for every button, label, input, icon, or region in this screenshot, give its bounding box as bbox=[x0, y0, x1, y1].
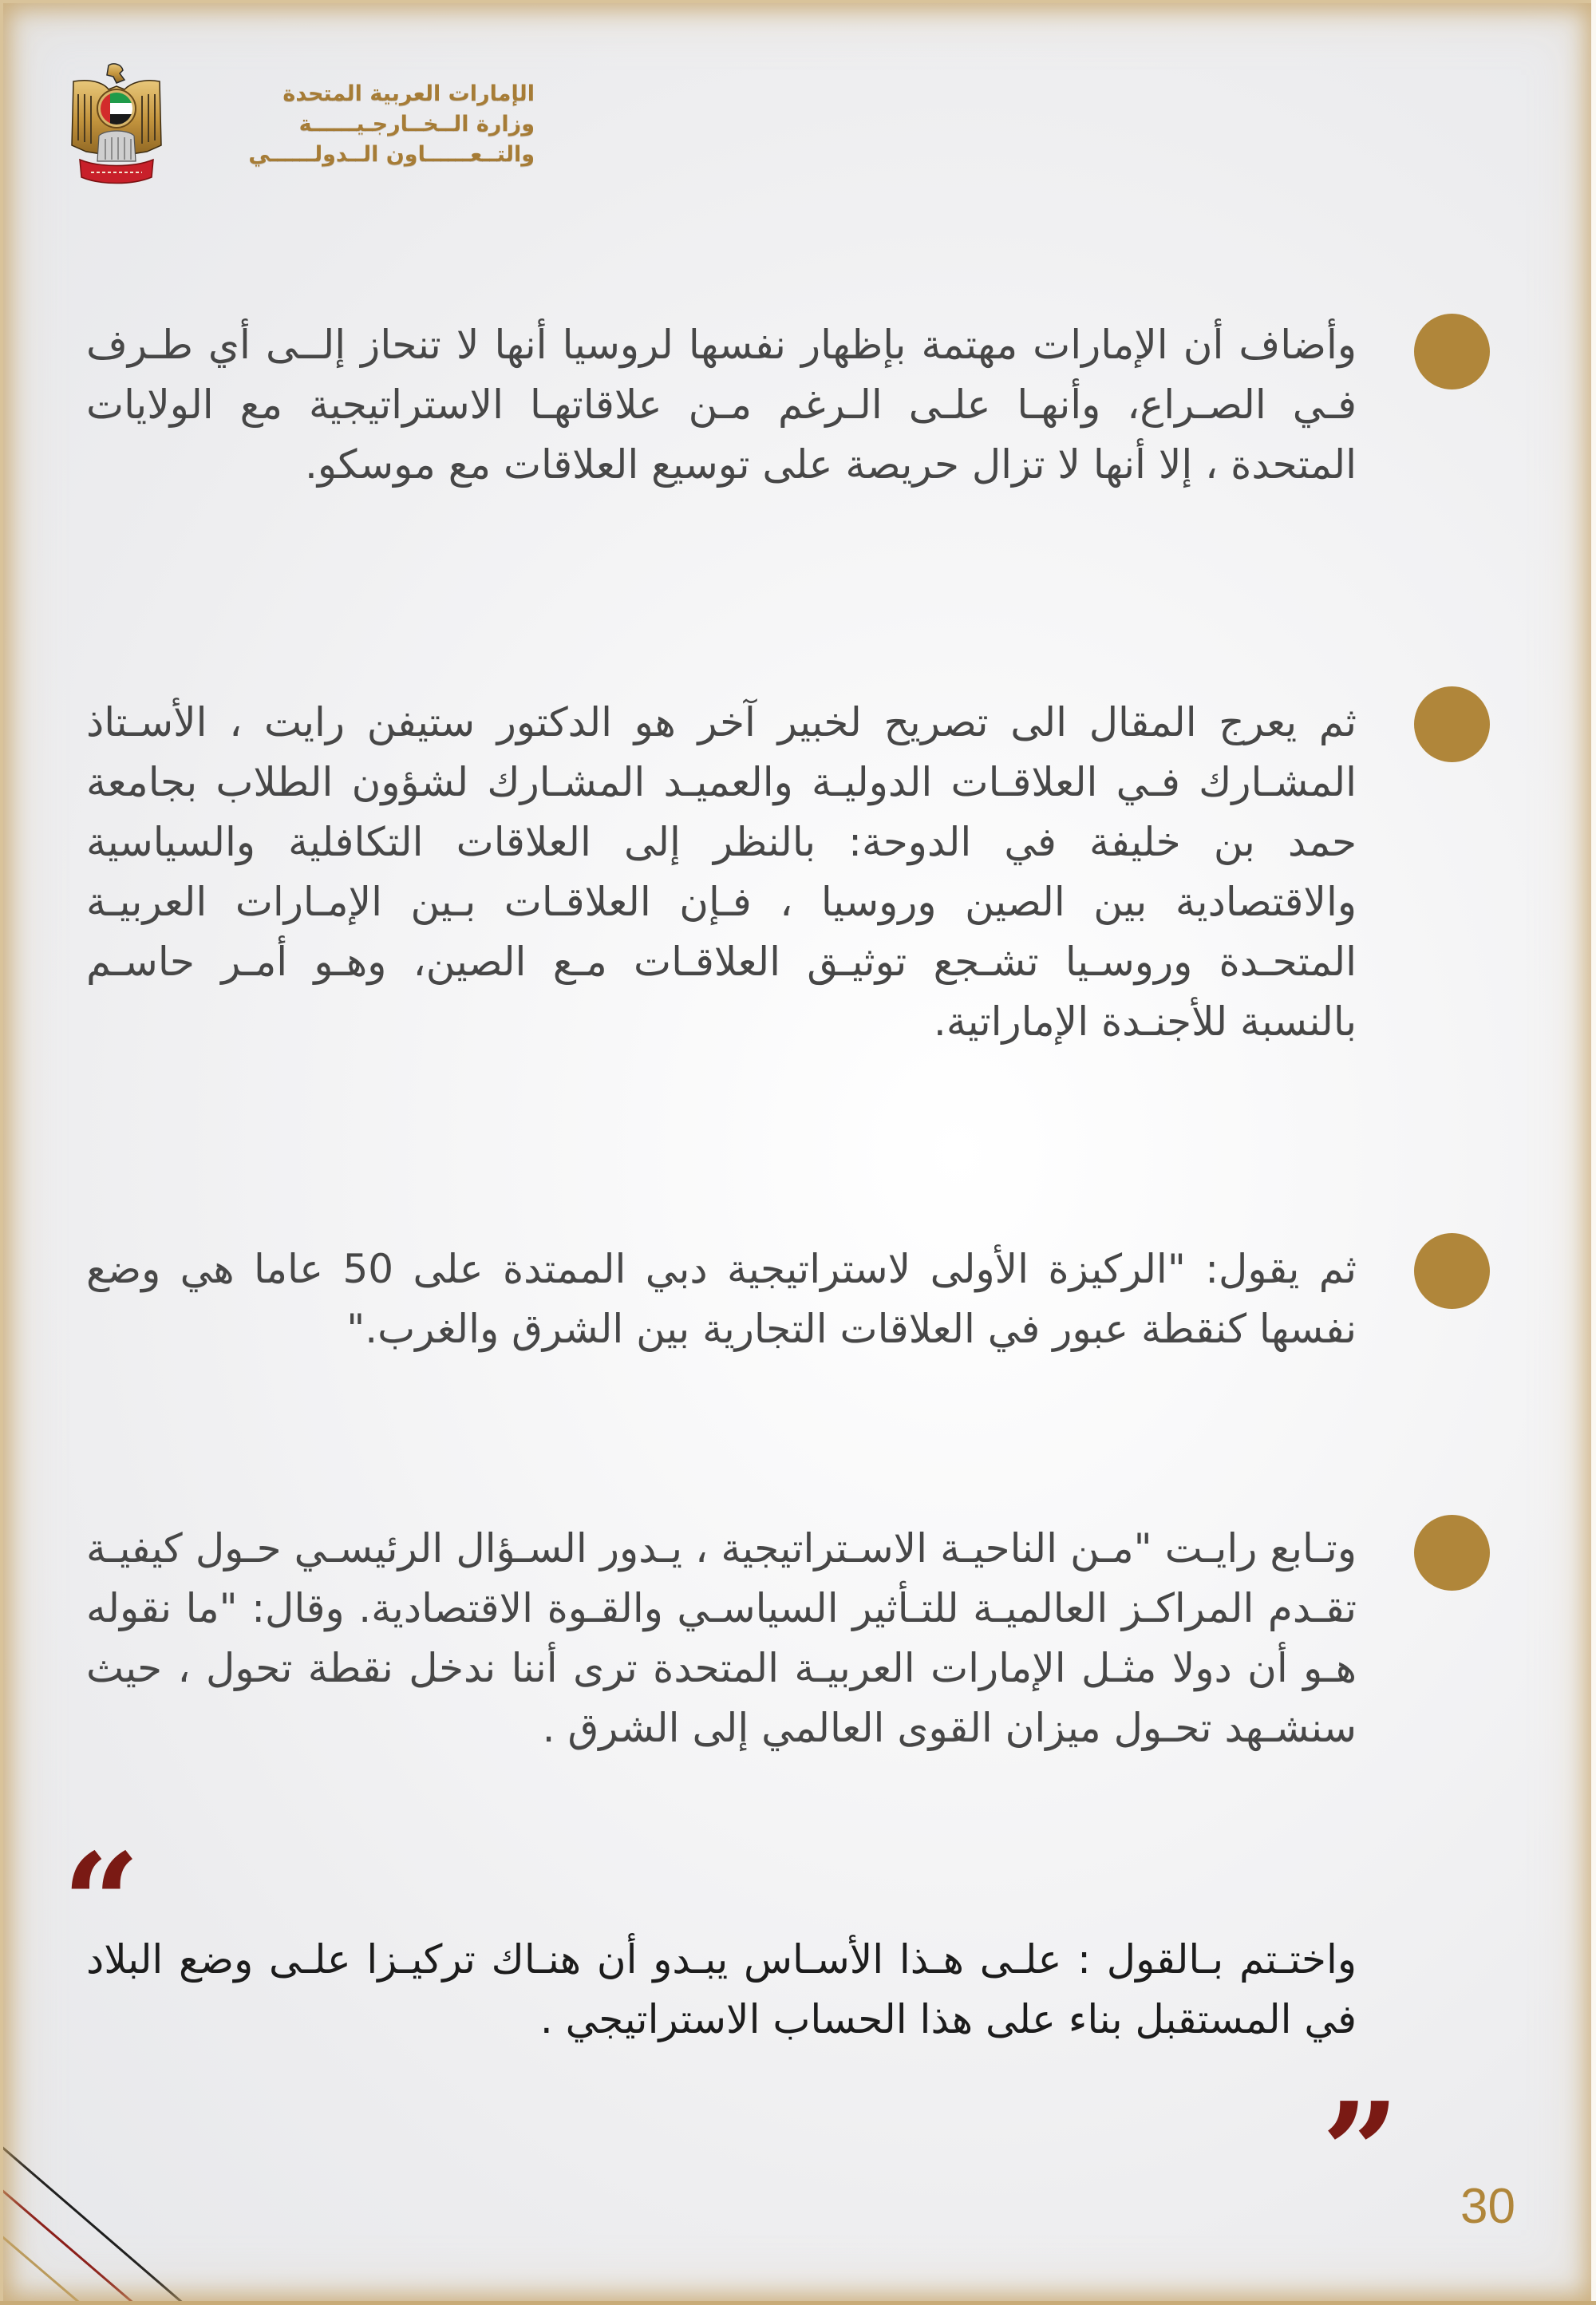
open-quote-icon: “ bbox=[62, 1824, 140, 1983]
paragraph-3: ثم يقول: "الركيزة الأولى لاستراتيجية دبي الممتدة على 50 عاما هي وضع نفسها كنقطة عبور في العلاقات التجارية بين الشرق والغرب." bbox=[86, 1246, 1357, 1352]
ministry-name-line-3: والتــعــــــاون الــدولــــــي bbox=[248, 142, 535, 167]
bullet-icon bbox=[1414, 1233, 1490, 1309]
ministry-name-line-1: الإمارات العربية المتحدة bbox=[282, 81, 535, 106]
ministry-logo bbox=[67, 62, 535, 187]
closing-quote-text: واختـتم بـالقول : علـى هـذا الأسـاس يبـدو أن هنـاك تركيـزا علـى وضع البلاد في المستقبل بناء على هذا الحساب الاستراتيجي . bbox=[86, 1936, 1357, 2042]
paragraph-1: وأضاف أن الإمارات مهتمة بإظهار نفسها لروسيا أنها لا تنحاز إلــى أي طـرف فـي الصـراع، وأنهـا علـى الـرغم مـن علاقاتهـا الاستراتيجية مع الولايات المتحدة ، إلا أنها لا تزال حريصة على توسيع العلاقات مع موسكو. bbox=[86, 322, 1357, 488]
bullet-icon bbox=[1414, 1515, 1490, 1591]
paragraph-4: وتـابع رايـت "مـن الناحيـة الاسـتراتيجية ، يـدور السـؤال الرئيسـي حـول كيفيـة تقـدم المراكـز العالميـة للتـأثير السياسـي والقـوة الاقتصادية. وقال: "ما نقوله هـو أن دولا مثـل الإمارات العربيـة المتحدة ترى أننا ندخل نقطة تحول ، حيث سنشـهد تحـول ميزان القوى العالمي إلى الشرق . bbox=[86, 1525, 1357, 1751]
page-number: 30 bbox=[1460, 2179, 1515, 2234]
ministry-name-line-2: وزارة الــخــارجـيــــــة bbox=[298, 112, 535, 136]
uae-emblem-falcon-icon bbox=[67, 62, 166, 187]
bullet-icon bbox=[1414, 314, 1490, 389]
decorative-corner-lines bbox=[0, 2123, 239, 2305]
page-edge bbox=[0, 2301, 1596, 2305]
bullet-icon bbox=[1414, 686, 1490, 762]
ministry-name bbox=[184, 80, 535, 169]
close-quote-icon: ” bbox=[1321, 2073, 1400, 2232]
page-edge bbox=[1591, 0, 1596, 2305]
paragraph-2: ثم يعرج المقال الى تصريح لخبير آخر هو الدكتور ستيفن رايت ، الأسـتاذ المشـارك فـي العلاقـات الدوليـة والعميـد المشـارك لشؤون الطلاب بجامعة حمد بن خليفة في الدوحة: بالنظر إلى العلاقات التكافلية والسياسية والاقتصادية بين الصين وروسيا ، فـإن العلاقـات بـين الإمـارات العربيـة المتحـدة وروسـيا تشـجع توثيـق العلاقـات مـع الصين، وهـو أمـر حاسـم بالنسبة للأجنـدة الإماراتية. bbox=[86, 699, 1357, 1045]
